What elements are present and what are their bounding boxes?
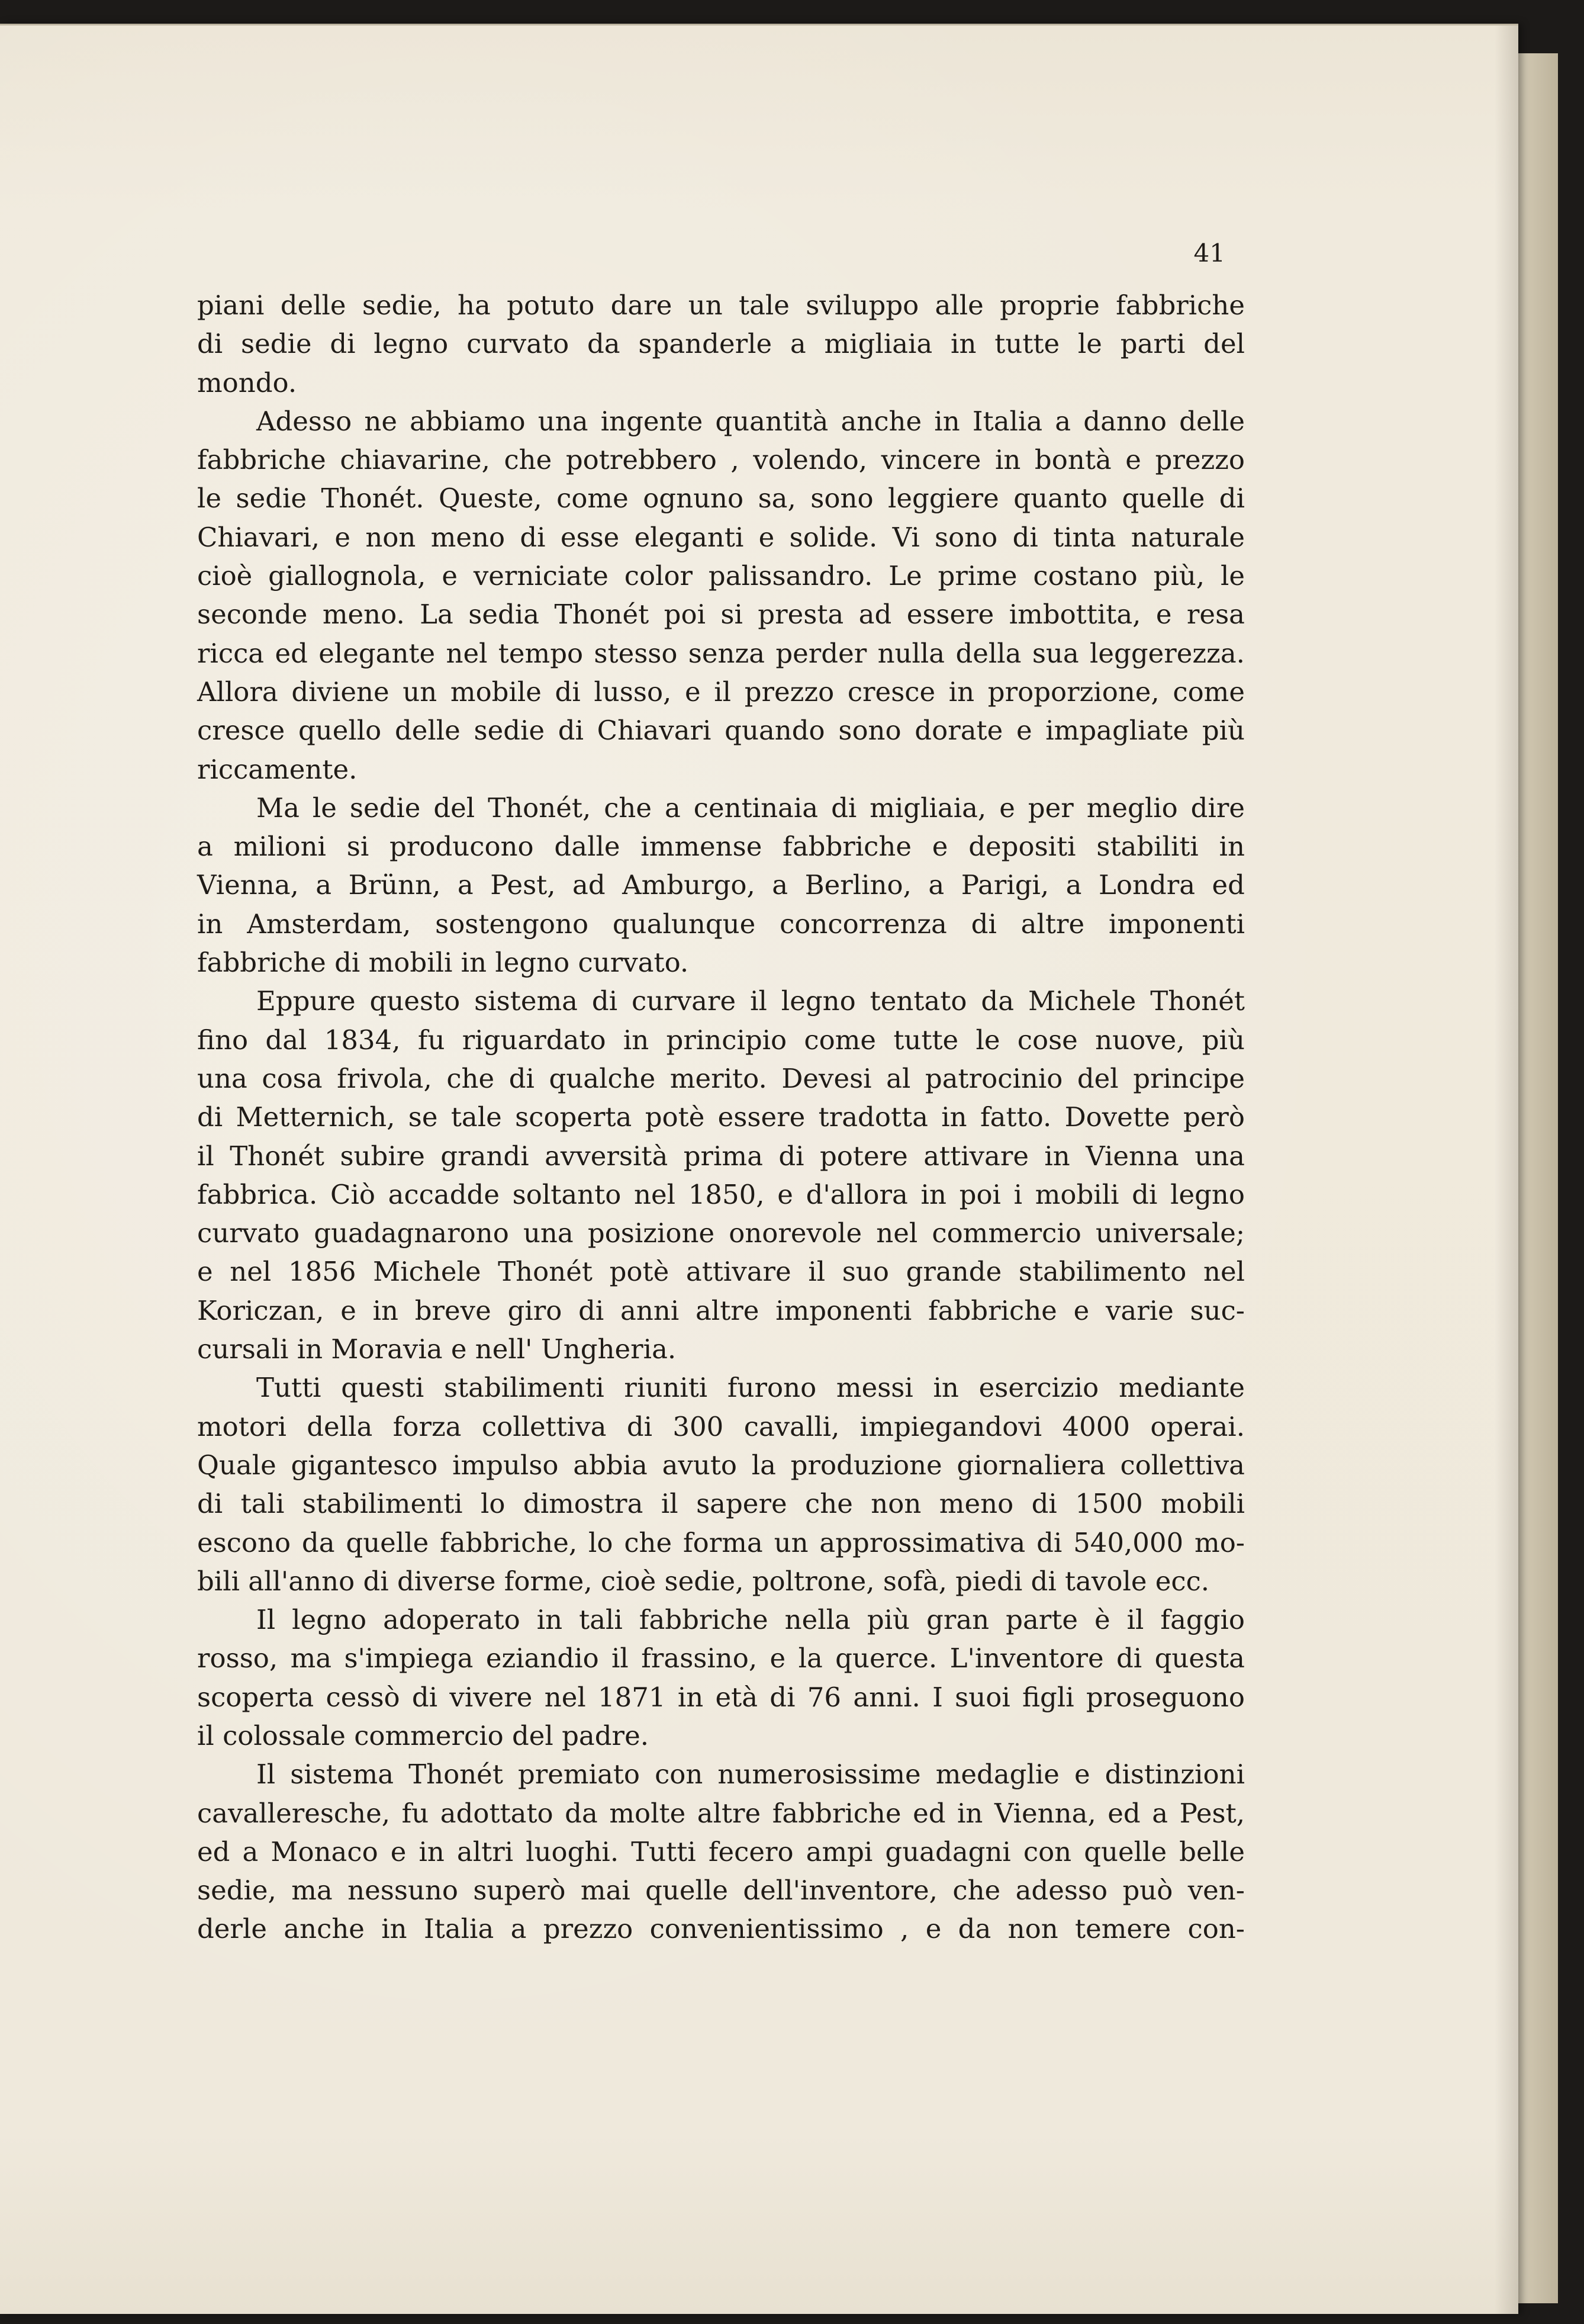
text-line: cresce quello delle sedie di Chiavari quando sono dorate e impagliate più [197,715,1245,747]
text-line: Quale gigantesco impulso abbia avuto la produzione giornaliera collettiva [197,1449,1245,1481]
text-line: e nel 1856 Michele Thonét potè attivare il suo grande stabilimento nel [197,1256,1245,1288]
text-line: le sedie Thonét. Queste, come ognuno sa, sono leggiere quanto quelle di [197,483,1245,515]
text-line: Adesso ne abbiamo una ingente quantità anche in Italia a danno delle [256,405,1245,437]
text-line: Vienna, a Brünn, a Pest, ad Amburgo, a Berlino, a Parigi, a Londra ed [197,869,1245,901]
text-line: rosso, ma s'impiega eziandio il frassino, e la querce. L'inventore di questa [197,1642,1245,1674]
text-line: Il legno adoperato in tali fabbriche nella più gran parte è il faggio [256,1604,1245,1636]
text-line: a milioni si producono dalle immense fabbriche e depositi stabiliti in [197,831,1245,863]
page-number: 41 [1193,239,1225,268]
text-line: in Amsterdam, sostengono qualunque concorrenza di altre imponenti [197,908,1245,940]
text-line: bili all'anno di diverse forme, cioè sedie, poltrone, sofà, piedi di tavole ecc. [197,1565,1210,1597]
text-line: Eppure questo sistema di curvare il legno tentato da Michele Thonét [256,985,1245,1017]
text-line: di tali stabilimenti lo dimostra il sapere che non meno di 1500 mobili [197,1488,1245,1520]
text-line: di sedie di legno curvato da spanderle a migliaia in tutte le parti del [197,328,1245,360]
text-line: cavalleresche, fu adottato da molte altre fabbriche ed in Vienna, ed a Pest, [197,1797,1245,1829]
text-line: fabbriche di mobili in legno curvato. [197,947,689,979]
text-line: piani delle sedie, ha potuto dare un tale sviluppo alle proprie fabbriche [197,290,1245,321]
text-line: riccamente. [197,753,358,785]
text-line: Chiavari, e non meno di esse eleganti e solide. Vi sono di tinta naturale [197,521,1245,553]
text-line: mondo. [197,367,297,398]
text-line: Allora diviene un mobile di lusso, e il prezzo cresce in proporzione, come [197,676,1245,708]
text-line: fabbrica. Ciò accadde soltanto nel 1850, e d'allora in poi i mobili di legno [197,1178,1245,1210]
text-line: scoperta cessò di vivere nel 1871 in età di 76 anni. I suoi figli proseguono [197,1681,1245,1713]
text-line: cursali in Moravia e nell' Ungheria. [197,1333,677,1365]
text-line: motori della forza collettiva di 300 cavalli, impiegandovi 4000 operai. [197,1410,1245,1442]
book-page [0,24,1518,2314]
text-line: curvato guadagnarono una posizione onorevole nel commercio universale; [197,1217,1245,1249]
page-edge-shadow [1495,25,1518,2314]
text-line: il colossale commercio del padre. [197,1719,649,1751]
text-line: fabbriche chiavarine, che potrebbero , volendo, vincere in bontà e prezzo [197,444,1245,476]
text-line: cioè giallognola, e verniciate color palissandro. Le prime costano più, le [197,560,1245,592]
text-line: seconde meno. La sedia Thonét poi si presta ad essere imbottita, e resa [197,599,1245,631]
text-line: Tutti questi stabilimenti riuniti furono messi in esercizio mediante [256,1372,1245,1404]
text-line: sedie, ma nessuno superò mai quelle dell'inventore, che adesso può ven- [197,1875,1245,1907]
text-line: derle anche in Italia a prezzo convenientissimo , e da non temere con- [197,1913,1245,1945]
text-line: di Metternich, se tale scoperta potè essere tradotta in fatto. Dovette però [197,1101,1245,1133]
text-line: Koriczan, e in breve giro di anni altre imponenti fabbriche e varie suc- [197,1294,1245,1326]
text-line: Ma le sedie del Thonét, che a centinaia di migliaia, e per meglio dire [256,792,1245,824]
text-line: Il sistema Thonét premiato con numerosissime medaglie e distinzioni [256,1759,1245,1791]
text-line: escono da quelle fabbriche, lo che forma un approssimativa di 540,000 mo- [197,1526,1245,1558]
text-line: ricca ed elegante nel tempo stesso senza perder nulla della sua leggerezza. [197,637,1245,669]
text-line: ed a Monaco e in altri luoghi. Tutti fecero ampi guadagni con quelle belle [197,1836,1245,1867]
text-line: il Thonét subire grandi avversità prima di potere attivare in Vienna una [197,1140,1245,1172]
text-line: una cosa frivola, che di qualche merito. Devesi al patrocinio del principe [197,1062,1245,1094]
body-text [197,286,1245,1949]
text-line: fino dal 1834, fu riguardato in principio come tutte le cose nuove, più [197,1024,1245,1056]
